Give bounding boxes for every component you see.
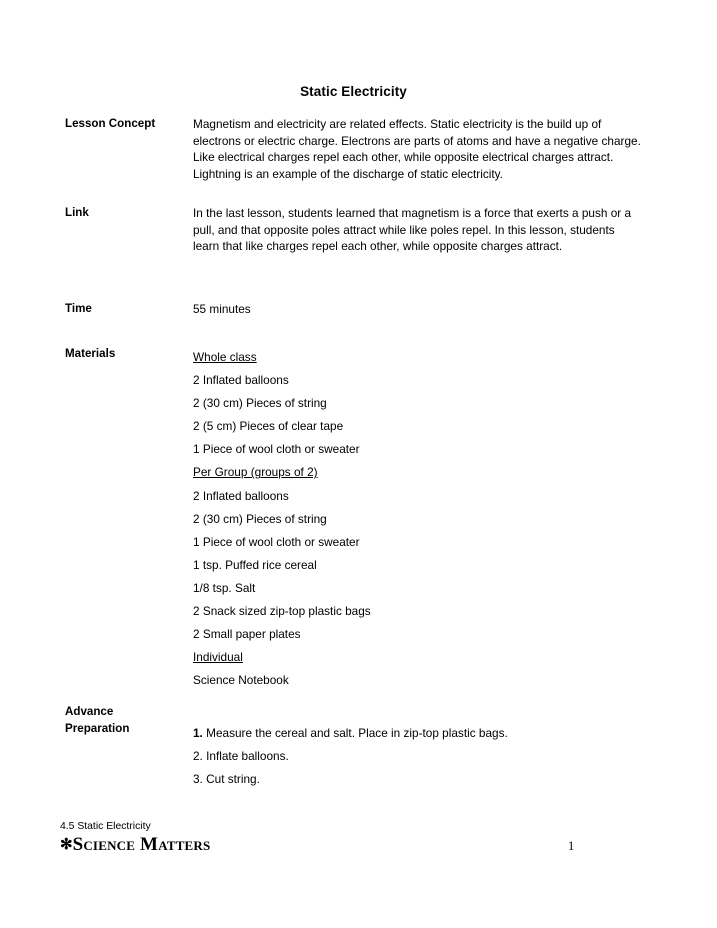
materials-item: [193, 415, 641, 438]
section-label-lesson-concept: Lesson Concept: [65, 117, 156, 130]
materials-list: [193, 346, 641, 692]
materials-subheading: [193, 346, 641, 369]
page-footer: [60, 820, 657, 860]
materials-item-label: 1 Piece of wool cloth or sweater: [193, 442, 360, 457]
materials-item-label: 2 Small paper plates: [193, 627, 301, 642]
advance-preparation-step: [193, 722, 641, 745]
footer-brand-wrap: [60, 834, 657, 856]
section-body-lesson-concept: [193, 116, 641, 182]
section-label-advance-preparation: [65, 704, 190, 737]
advance-label-line-1: Advance: [65, 705, 114, 718]
advance-preparation-step: [193, 768, 641, 791]
step-number: 3.: [193, 772, 203, 787]
link-text: In the last lesson, students learned that magnetism is a force that exerts a push or a pull, and that opposite poles attract while like poles repel. In this lesson, students learn that like charges repel each other, while opposite charges attract.: [193, 206, 632, 254]
step-text: Inflate balloons.: [202, 749, 289, 764]
advance-preparation-step: [193, 745, 641, 768]
section-time: [65, 301, 650, 318]
section-advance-preparation: [65, 704, 650, 792]
materials-item-label: Per Group (groups of 2): [193, 465, 318, 480]
advance-label-line-2: Preparation: [65, 721, 130, 735]
materials-item: [193, 392, 641, 415]
section-body-time: [193, 301, 641, 318]
materials-item-label: 2 Inflated balloons: [193, 488, 289, 503]
materials-item: [193, 623, 641, 646]
materials-item-label: Whole class: [193, 350, 257, 364]
time-text: 55 minutes: [193, 302, 251, 316]
section-lesson-concept: [65, 116, 650, 182]
materials-item-label: 1/8 tsp. Salt: [193, 580, 256, 595]
materials-item: [193, 438, 641, 461]
materials-item-label: 2 Inflated balloons: [193, 373, 289, 388]
materials-item: [193, 508, 641, 531]
materials-item-label: Science Notebook: [193, 673, 289, 688]
section-label-materials: Materials: [65, 347, 116, 360]
materials-subheading: [193, 461, 641, 484]
section-link: [65, 205, 650, 255]
materials-item: [193, 600, 641, 623]
page-title: Static Electricity: [300, 84, 407, 99]
step-text: Cut string.: [202, 772, 260, 787]
materials-item: [193, 554, 641, 577]
materials-subheading: [193, 646, 641, 669]
lesson-concept-text: Magnetism and electricity are related effects. Static electricity is the build up of electrons or electric charge. Electrons are parts of atoms and have a negative charge. Like electrical charges repel each other, while opposite electrical charges attract. Lightning is an example of the discharge of static electricity.: [193, 117, 641, 181]
materials-item: [193, 669, 641, 692]
section-label-time: Time: [65, 302, 92, 315]
asterisk-icon: ✻: [60, 837, 73, 853]
page-number: 1: [568, 839, 575, 853]
materials-item-label: Individual: [193, 650, 243, 665]
section-label-link: Link: [65, 206, 89, 219]
step-number: 1.: [193, 726, 203, 740]
materials-item: [193, 485, 641, 508]
materials-item: [193, 577, 641, 600]
materials-item-label: 2 (5 cm) Pieces of clear tape: [193, 419, 344, 434]
materials-item-label: 2 (30 cm) Pieces of string: [193, 511, 327, 526]
brand-name: Science Matters: [72, 834, 211, 855]
advance-preparation-steps: [193, 704, 641, 792]
section-materials: [65, 346, 650, 692]
science-matters-logo: [60, 834, 210, 856]
step-number: 2.: [193, 749, 203, 764]
materials-item-label: 2 Snack sized zip-top plastic bags: [193, 604, 371, 619]
materials-item-label: 1 tsp. Puffed rice cereal: [193, 557, 317, 572]
materials-item-label: 1 Piece of wool cloth or sweater: [193, 534, 360, 549]
materials-item: [193, 369, 641, 392]
materials-item: [193, 531, 641, 554]
materials-item-label: 2 (30 cm) Pieces of string: [193, 396, 327, 411]
footer-lesson-ref: 4.5 Static Electricity: [60, 821, 151, 832]
section-body-link: [193, 205, 641, 255]
step-text: Measure the cereal and salt. Place in zip-top plastic bags.: [202, 726, 508, 740]
